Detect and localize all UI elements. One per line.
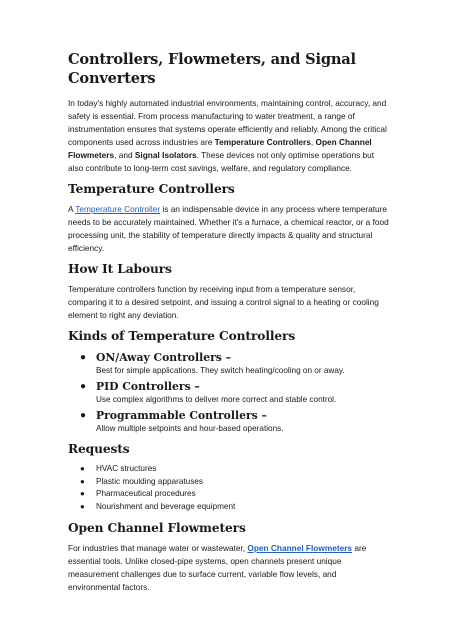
bullet-icon: ● — [80, 489, 85, 498]
bullet-icon: ● — [80, 410, 87, 421]
intro-bold-temperature-controllers: Temperature Controllers — [214, 137, 311, 147]
flow-pre-text: For industries that manage water or wastewater, — [68, 543, 248, 553]
bullet-icon: ● — [80, 476, 85, 486]
list-item — [80, 408, 389, 435]
request-item-text: Nourishment and beverage equipment — [96, 501, 236, 511]
kind-description: Best for simple applications. They switch heating/cooling on or away. — [96, 366, 345, 375]
bullet-icon: ● — [80, 381, 87, 392]
intro-paragraph — [68, 97, 389, 175]
how-it-labours-paragraph: Temperature controllers function by receiving input from a temperature sensor, comparing it to a desired setpoint, and issuing a control signal to a heating or cooling element to right any deviation. — [68, 284, 379, 320]
kind-title: ON/Away Controllers – — [96, 351, 231, 364]
kind-title: PID Controllers – — [96, 380, 200, 393]
open-channel-flowmeters-heading: Open Channel Flowmeters — [68, 521, 246, 535]
intro-text-2: . These devices not only optimise operations but also contribute to long-term cost savings, welfare, and regulatory compliance. — [68, 150, 375, 173]
request-item-text: Plastic moulding apparatuses — [96, 476, 203, 486]
intro-text-1: In today's highly automated industrial environments, maintaining control, accuracy, and safety is essential. From process manufacturing to water treatment, a range of instrumentation ensures that systems operate efficiently and reliably. Among the critical components used across industries are — [68, 98, 387, 147]
bullet-icon: ● — [80, 464, 85, 473]
list-item — [80, 476, 389, 489]
request-item-text: HVAC structures — [96, 464, 157, 473]
list-item — [80, 379, 389, 406]
bullet-icon: ● — [80, 501, 85, 511]
intro-separator-2: , and — [114, 150, 135, 160]
temperature-controllers-paragraph — [68, 203, 389, 255]
intro-bold-open-channel-flowmeters: Open Channel Flowmeters — [68, 137, 372, 160]
intro-bold-signal-isolators: Signal Isolators — [134, 150, 197, 160]
list-item — [80, 501, 389, 514]
requests-heading: Requests — [68, 442, 130, 456]
intro-separator-1: , — [310, 137, 316, 147]
open-channel-flowmeters-paragraph — [68, 542, 389, 594]
open-channel-flowmeters-link[interactable]: Open Channel Flowmeters — [247, 543, 353, 553]
kind-title: Programmable Controllers – — [96, 409, 267, 422]
kinds-heading: Kinds of Temperature Controllers — [68, 329, 296, 343]
list-item — [80, 488, 389, 501]
list-item — [80, 350, 389, 377]
flow-post-text: are essential tools. Unlike closed-pipe systems, open channels present unique measurement challenges due to surface current, variable flow levels, and environmental factors. — [68, 543, 367, 592]
requests-list — [68, 463, 389, 513]
temperature-controllers-heading: Temperature Controllers — [68, 182, 235, 196]
list-item — [80, 463, 389, 476]
kinds-list — [68, 350, 389, 435]
temperature-pre-text: A — [68, 204, 76, 214]
page-title: Controllers, Flowmeters, and Signal Converters — [68, 51, 356, 87]
how-it-labours-heading: How It Labours — [68, 262, 172, 276]
bullet-icon: ● — [80, 352, 87, 363]
temperature-post-text: is an indispensable device in any process where temperature needs to be accurately maintained. Whether it's a furnace, a chemical reactor, or a food processing unit, the stability of temperature directly impacts & quality and structural efficiency. — [68, 204, 389, 253]
temperature-controller-link[interactable]: Temperature Controller — [75, 204, 161, 214]
request-item-text: Pharmaceutical procedures — [96, 489, 196, 498]
kind-description: Allow multiple setpoints and hour-based operations. — [96, 424, 284, 433]
kind-description: Use complex algorithms to deliver more correct and stable control. — [96, 395, 337, 404]
